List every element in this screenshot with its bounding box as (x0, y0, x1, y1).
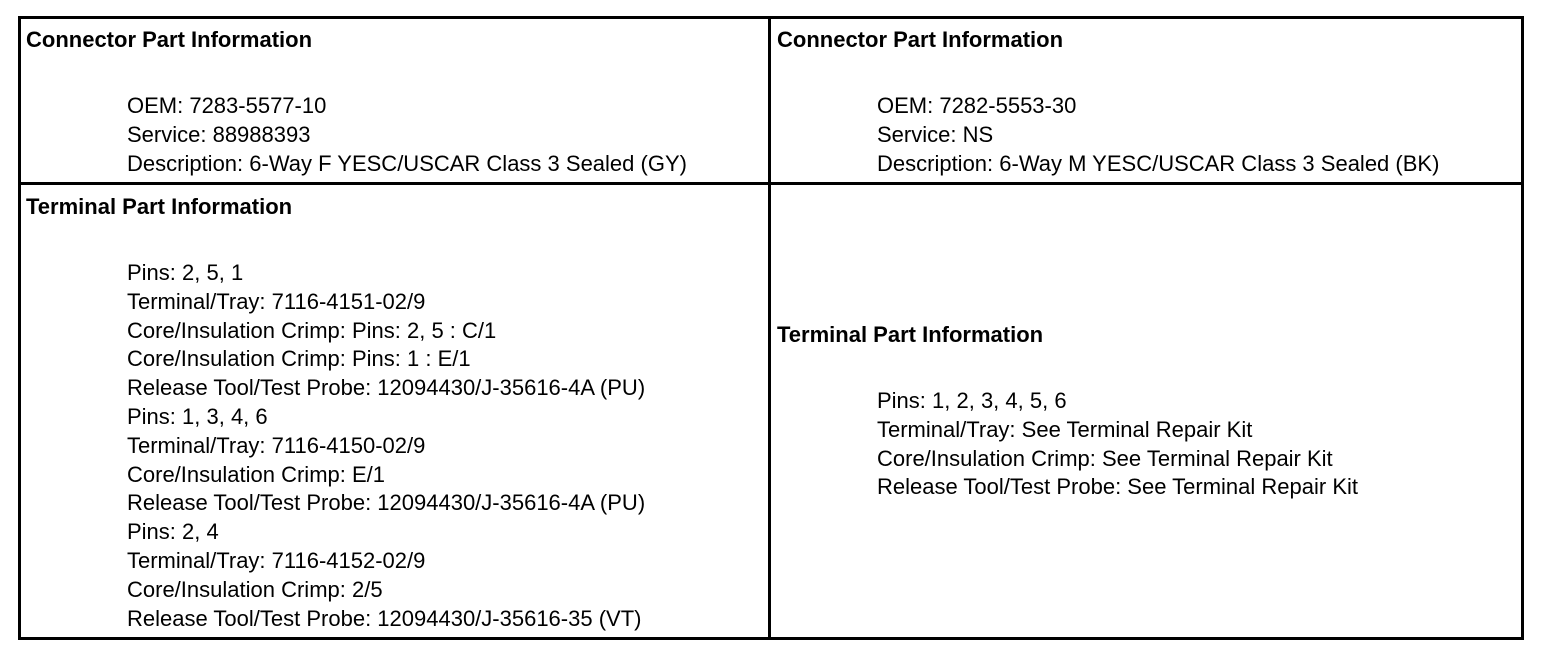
crimp-line: Core/Insulation Crimp: 2/5 (127, 576, 383, 602)
terminal-info-lines (127, 259, 645, 633)
terminal-info-cell-right (771, 185, 1521, 637)
oem-line: OEM: 7282-5553-30 (877, 93, 1077, 118)
crimp-line: Core/Insulation Crimp: E/1 (127, 461, 385, 487)
service-line: Service: 88988393 (127, 121, 311, 147)
connector-info-lines (877, 92, 1439, 178)
terminal-info-lines (877, 387, 1358, 502)
description-line: Description: 6-Way F YESC/USCAR Class 3 Sealed (GY) (127, 150, 687, 176)
terminal-tray-line: Terminal/Tray: 7116-4151-02/9 (127, 288, 426, 314)
pins-line: Pins: 1, 2, 3, 4, 5, 6 (877, 388, 1067, 413)
terminal-tray-line: Terminal/Tray: 7116-4150-02/9 (127, 432, 426, 458)
connector-info-cell-right (771, 19, 1521, 185)
part-info-table (18, 16, 1524, 640)
release-tool-line: Release Tool/Test Probe: 12094430/J-35616-35 (VT) (127, 605, 642, 631)
pins-line: Pins: 1, 3, 4, 6 (127, 403, 268, 429)
crimp-line: Core/Insulation Crimp: Pins: 1 : E/1 (127, 346, 471, 372)
service-line: Service: NS (877, 121, 994, 147)
description-line: Description: 6-Way M YESC/USCAR Class 3 Sealed (BK) (877, 150, 1440, 176)
terminal-info-heading: Terminal Part Information (26, 194, 293, 219)
connector-info-heading: Connector Part Information (26, 27, 313, 52)
connector-info-heading: Connector Part Information (777, 27, 1064, 52)
connector-info-cell-left (21, 19, 771, 185)
crimp-line: Core/Insulation Crimp: See Terminal Repair Kit (877, 445, 1333, 471)
pins-line: Pins: 2, 5, 1 (127, 260, 244, 285)
connector-info-lines (127, 92, 687, 178)
terminal-info-cell-left (21, 185, 771, 637)
release-tool-line: Release Tool/Test Probe: 12094430/J-35616-4A (PU) (127, 375, 646, 401)
release-tool-line: Release Tool/Test Probe: 12094430/J-35616-4A (PU) (127, 490, 646, 516)
release-tool-line: Release Tool/Test Probe: See Terminal Repair Kit (877, 474, 1358, 500)
terminal-tray-line: Terminal/Tray: 7116-4152-02/9 (127, 547, 426, 573)
crimp-line: Core/Insulation Crimp: Pins: 2, 5 : C/1 (127, 317, 497, 343)
oem-line: OEM: 7283-5577-10 (127, 93, 327, 118)
terminal-tray-line: Terminal/Tray: See Terminal Repair Kit (877, 416, 1253, 442)
terminal-info-heading: Terminal Part Information (777, 322, 1044, 347)
pins-line: Pins: 2, 4 (127, 519, 219, 545)
